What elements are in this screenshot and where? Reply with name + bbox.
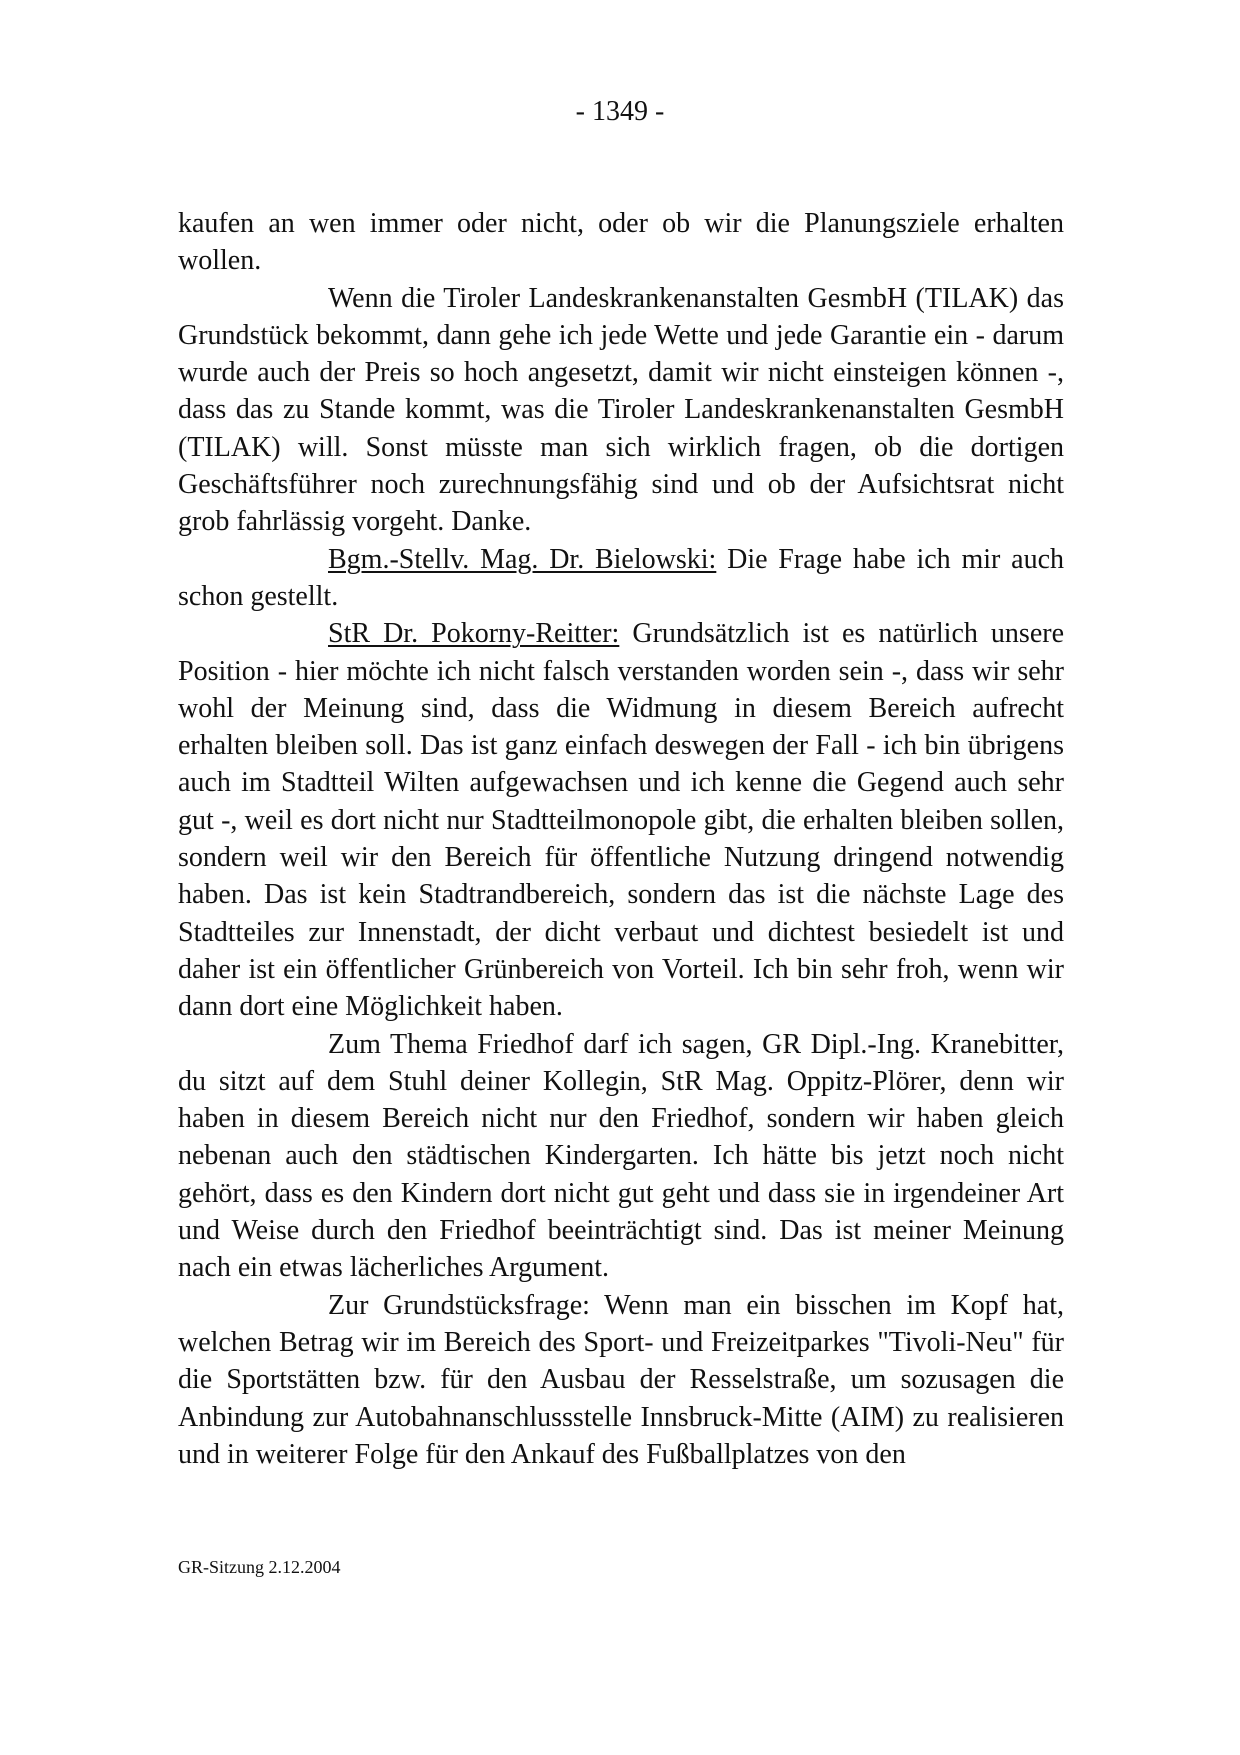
speech-text-bielowski: Die Frage habe ich mir auch schon gestellt. xyxy=(178,543,1064,612)
page-number: - 1349 - xyxy=(575,96,665,127)
paragraph-bielowski xyxy=(178,541,1064,616)
paragraph-friedhof: Zum Thema Friedhof darf ich sagen, GR Dipl.-Ing. Kranebitter, du sitzt auf dem Stuhl deiner Kollegin, StR Mag. Oppitz-Plörer, denn wir haben in diesem Bereich nicht nur den Friedhof, sondern wir haben gleich nebenan auch den städtischen Kindergarten. Ich hätte bis jetzt noch nicht gehört, dass es den Kindern dort nicht gut geht und dass sie in irgendeiner Art und Weise durch den Friedhof beeinträchtigt sind. Das ist meiner Meinung nach ein etwas lächerliches Argument. xyxy=(178,1028,1064,1284)
paragraph-grundstuecksfrage: Zur Grundstücksfrage: Wenn man ein bisschen im Kopf hat, welchen Betrag wir im Bereich des Sport- und Freizeitparkes "Tivoli-Neu" für die Sportstätten bzw. für den Ausbau der Resselstraße, um sozusagen die Anbindung zur Autobahnanschlussstelle Innsbruck-Mitte (AIM) zu realisieren und in weiterer Folge für den Ankauf des Fußballplatzes von den xyxy=(178,1289,1064,1470)
speaker-name-bielowski: Bgm.-Stellv. Mag. Dr. Bielowski: xyxy=(328,543,717,575)
speech-text-pokorny-reitter: Grundsätzlich ist es natürlich unsere Position - hier möchte ich nicht falsch verstanden worden sein -, dass wir sehr wohl der Meinung sind, dass die Widmung in diesem Bereich aufrecht erhalten bleiben soll. Das ist ganz einfach deswegen der Fall - ich bin übrigens auch im Stadtteil Wilten aufgewachsen und ich kenne die Gegend auch sehr gut -, weil es dort nicht nur Stadtteilmonopole gibt, die erhalten bleiben sollen, sondern weil wir den Bereich für öffentliche Nutzung dringend notwendig haben. Das ist kein Stadtrandbereich, sondern das ist die nächste Lage des Stadtteiles zur Innenstadt, der dicht verbaut und dichtest besiedelt ist und daher ist ein öffentlicher Grünbereich von Vorteil. Ich bin sehr froh, wenn wir dann dort eine Möglichkeit haben. xyxy=(178,618,1064,1023)
document-body xyxy=(178,205,1064,1473)
paragraph-continuation: kaufen an wen immer oder nicht, oder ob wir die Planungsziele erhalten wollen. xyxy=(178,208,1064,277)
speaker-name-pokorny-reitter: StR Dr. Pokorny-Reitter: xyxy=(328,618,620,650)
paragraph-tilak: Wenn die Tiroler Landeskrankenanstalten GesmbH (TILAK) das Grundstück bekommt, dann gehe ich jede Wette und jede Garantie ein - darum wurde auch der Preis so hoch angesetzt, damit wir nicht einsteigen können -, dass das zu Stande kommt, was die Tiroler Landeskrankenanstalten GesmbH (TILAK) will. Sonst müsste man sich wirklich fragen, ob die dortigen Geschäftsführer noch zurechnungsfähig sind und ob der Aufsichtsrat nicht grob fahrlässig vorgeht. Danke. xyxy=(178,282,1064,538)
footer-session-date: GR-Sitzung 2.12.2004 xyxy=(178,1557,341,1577)
paragraph-pokorny-reitter xyxy=(178,615,1064,1025)
